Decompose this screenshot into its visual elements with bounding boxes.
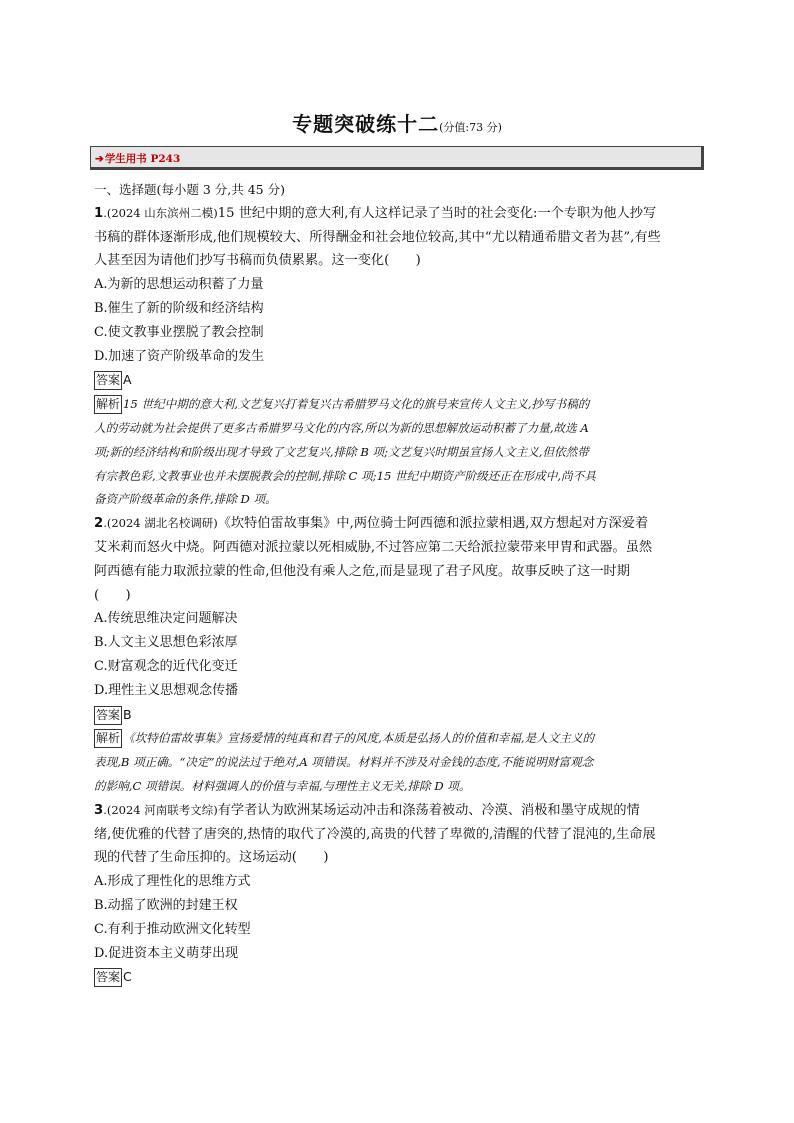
q1-answer — [94, 368, 700, 393]
q2-option-d: D.理性主义思想观念传播 — [94, 682, 239, 698]
explain-label: 解析 — [94, 729, 122, 748]
answer-label: 答案 — [94, 706, 122, 725]
q2-line3: 阿西德有能力取派拉蒙的性命,但他没有乘人之危,而是显现了君子风度。故事反映了这一时期 — [94, 563, 630, 579]
q2-line4: ( ) — [94, 587, 131, 603]
q3-text1: 有学者认为欧洲某场运动冲击和涤荡着被动、冷漠、消极和墨守成规的情 — [217, 802, 640, 818]
q3-line3: 现的代替了生命压抑的。这场运动( ) — [94, 850, 329, 866]
q1-explanation — [94, 393, 700, 512]
q2-explanation — [94, 727, 700, 798]
q3-option-c: C.有利于推动欧洲文化转型 — [94, 921, 251, 937]
page-title — [0, 108, 794, 137]
q1-answer-value: A — [123, 372, 132, 388]
q1-text1: 15 世纪中期的意大利,有人这样记录了当时的社会变化:一个专职为他人抄写 — [217, 205, 657, 221]
q2-exp-text1: 《坎特伯雷故事集》宣扬爱情的纯真和君子的风度,本质是弘扬人的价值和幸福,是人文主义的 — [123, 731, 595, 746]
q2-option-b: B.人文主义思想色彩浓厚 — [94, 635, 238, 651]
title-main: 专题突破练十二 — [292, 112, 440, 136]
student-book-label — [95, 151, 180, 166]
title-score: (分值:73 分) — [439, 121, 502, 134]
q2-exp-line1 — [94, 727, 700, 751]
arrow-icon: ➔ — [95, 153, 104, 165]
q3-line2: 绪,使优雅的代替了唐突的,热情的取代了冷漠的,高贵的代替了卑微的,清醒的代替了混沌的,生命展 — [94, 826, 656, 842]
content — [94, 178, 700, 990]
q2-exp-line3: 的影响,C 项错误。材料强调人的价值与幸福,与理性主义无关,排除 D 项。 — [94, 778, 471, 793]
q2-line1 — [94, 512, 700, 536]
q2-source: .(2024 湖北名校调研) — [103, 516, 218, 531]
q3-line1 — [94, 799, 700, 823]
q2-text1: 《坎特伯雷故事集》中,两位骑士阿西德和派拉蒙相遇,双方想起对方深爱着 — [217, 516, 649, 532]
q3-answer — [94, 965, 700, 990]
q3-source: .(2024 河南联考文综) — [103, 802, 218, 817]
q1-exp-line5: 备资产阶级革命的条件,排除 D 项。 — [94, 492, 277, 507]
q1-exp-line3: 项;新的经济结构和阶级出现才导致了文艺复兴,排除 B 项;文艺复兴时期虽宣扬人文主义,但依然带 — [94, 444, 589, 459]
q1-number: 1 — [94, 205, 104, 221]
q2-answer-value: B — [123, 706, 132, 722]
q2-exp-line2: 表现,B 项正确。“决定”的说法过于绝对,A 项错误。材料并不涉及对金钱的态度,不能说明财富观念 — [94, 755, 594, 770]
answer-label: 答案 — [94, 968, 122, 987]
q1-option-d: D.加速了资产阶级革命的发生 — [94, 348, 265, 364]
explain-label: 解析 — [94, 395, 122, 414]
q1-exp-line1 — [94, 393, 700, 417]
q2-number: 2 — [94, 516, 104, 532]
student-book-bar — [90, 146, 704, 170]
q1-line3: 人甚至因为请他们抄写书稿而负债累累。这一变化( ) — [94, 253, 421, 269]
q2-answer — [94, 703, 700, 728]
q2-option-a: A.传统思维决定问题解决 — [94, 611, 238, 627]
q1-option-c: C.使文教事业摆脱了教会控制 — [94, 324, 264, 340]
q3-option-a: A.形成了理性化的思维方式 — [94, 874, 251, 890]
q1-source: .(2024 山东滨州二模) — [103, 205, 218, 220]
section-heading: 一、选择题(每小题 3 分,共 45 分) — [94, 182, 285, 197]
q1-line2: 书稿的群体逐渐形成,他们规模较大、所得酬金和社会地位较高,其中“尤以精通希腊文者为甚”,有些 — [94, 229, 661, 245]
q2-line2: 艾米莉而怒火中烧。阿西德对派拉蒙以死相威胁,不过答应第二天给派拉蒙带来甲胄和武器。虽然 — [94, 539, 653, 555]
q3-option-d: D.促进资本主义萌芽出现 — [94, 945, 239, 961]
q3-number: 3 — [94, 802, 104, 818]
q1-option-b: B.催生了新的阶级和经济结构 — [94, 300, 264, 316]
q1-line1 — [94, 202, 700, 226]
student-book-text: 学生用书 P243 — [104, 153, 181, 165]
q1-option-a: A.为新的思想运动积蓄了力量 — [94, 277, 264, 293]
q1-exp-text1: 15 世纪中期的意大利,文艺复兴打着复兴古希腊罗马文化的旗号来宣传人文主义,抄写书稿的 — [123, 397, 590, 412]
answer-label: 答案 — [94, 371, 122, 390]
q1-exp-line4: 有宗教色彩,文教事业也并未摆脱教会的控制,排除 C 项;15 世纪中期资产阶级还正在形成中,尚不具 — [94, 468, 596, 483]
q3-answer-value: C — [123, 969, 132, 985]
q1-exp-line2: 人的劳动就为社会提供了更多古希腊罗马文化的内容,所以为新的思想解放运动积蓄了力量,故选 A — [94, 420, 589, 435]
q3-option-b: B.动摇了欧洲的封建王权 — [94, 897, 238, 913]
q2-option-c: C.财富观念的近代化变迁 — [94, 658, 238, 674]
